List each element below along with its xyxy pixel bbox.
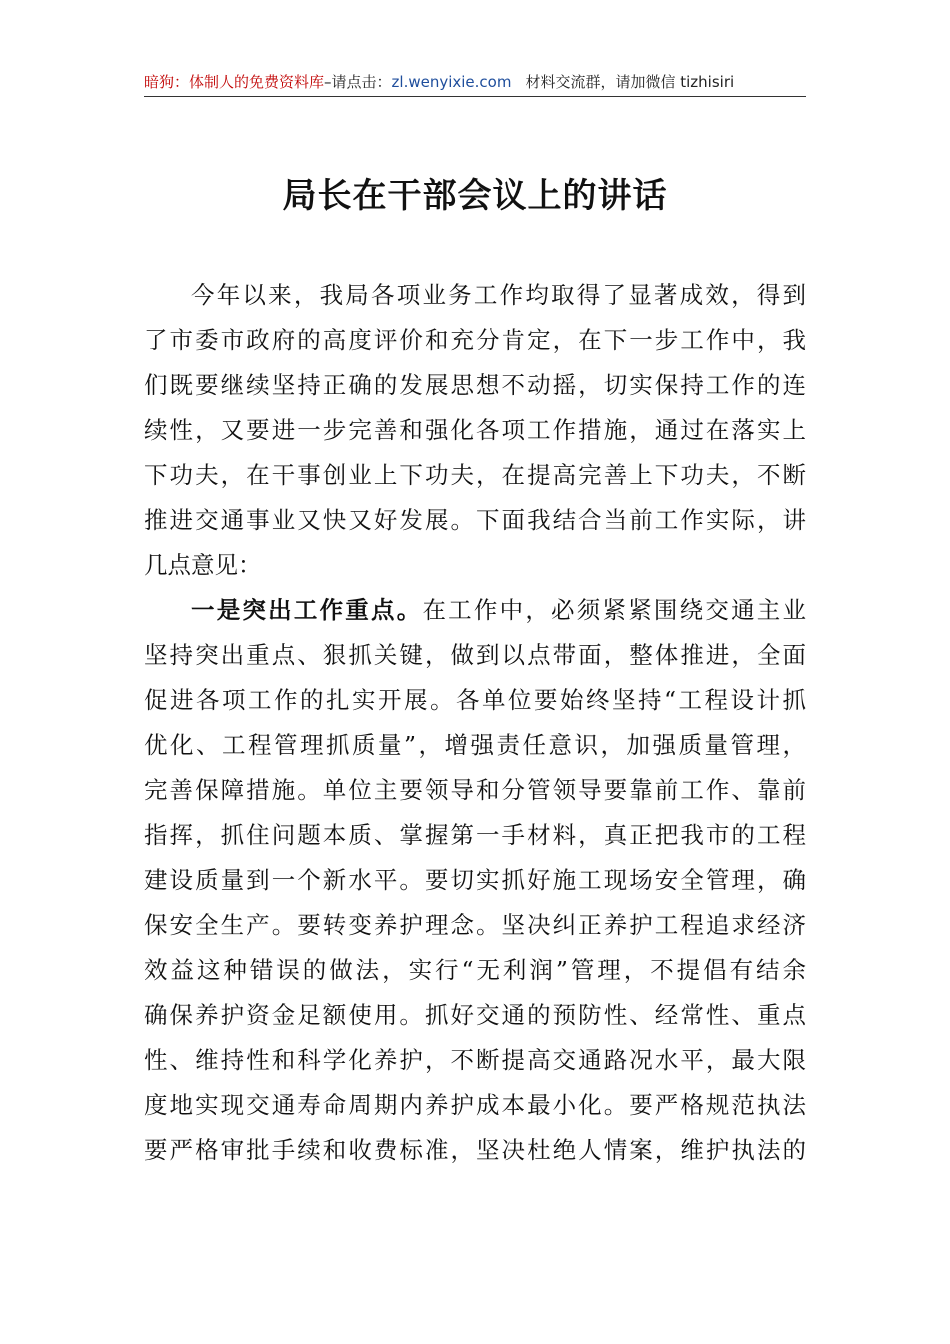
page-header [144, 70, 806, 94]
paragraph-line: 今年以来，我局各项业务工作均取得了显著成效，得到 [191, 281, 806, 309]
paragraph-key-points [144, 588, 806, 1173]
paragraph-line: 性、维持性和科学化养护，不断提高交通路况水平，最大限 [144, 1046, 806, 1074]
paragraph-line: 确保养护资金足额使用。抓好交通的预防性、经常性、重点 [144, 1001, 806, 1029]
paragraph-line: 了市委市政府的高度评价和充分肯定，在下一步工作中，我 [144, 326, 806, 354]
paragraph-line: 下功夫，在干事创业上下功夫，在提高完善上下功夫，不断 [144, 461, 806, 489]
header-site-name: 暗狗：体制人的免费资料库 [144, 73, 325, 91]
header-group-text: 材料交流群，请加微信 tizhisiri [525, 73, 735, 91]
header-click-prompt: –请点击： [324, 73, 392, 91]
header-divider [144, 96, 806, 97]
paragraph-line: 坚持突出重点、狠抓关键，做到以点带面，整体推进，全面 [144, 641, 806, 669]
header-url-link[interactable]: zl.wenyixie.com [391, 73, 512, 91]
paragraph-line: 要严格审批手续和收费标准，坚决杜绝人情案，维护执法的 [144, 1136, 806, 1164]
section-heading: 一是突出工作重点。 [191, 596, 423, 624]
paragraph-line: 效益这种错误的做法，实行“无利润”管理，不提倡有结余 [144, 956, 806, 984]
paragraph-intro [144, 273, 806, 588]
paragraph-line: 们既要继续坚持正确的发展思想不动摇，切实保持工作的连 [144, 371, 806, 399]
paragraph-line: 度地实现交通寿命周期内养护成本最小化。要严格规范执法 [144, 1091, 806, 1119]
paragraph-line: 指挥，抓住问题本质、掌握第一手材料，真正把我市的工程 [144, 821, 806, 849]
paragraph-line-text: 在工作中，必须紧紧围绕交通主业 [422, 596, 807, 624]
document-body [144, 273, 806, 1173]
paragraph-line: 推进交通事业又快又好发展。下面我结合当前工作实际，讲 [144, 506, 806, 534]
document-title: 局长在干部会议上的讲话 [282, 176, 668, 216]
paragraph-line [144, 588, 806, 633]
paragraph-line: 几点意见： [144, 551, 262, 579]
paragraph-line: 建设质量到一个新水平。要切实抓好施工现场安全管理，确 [144, 866, 806, 894]
paragraph-line: 促进各项工作的扎实开展。各单位要始终坚持“工程设计抓 [144, 686, 806, 714]
paragraph-line: 保安全生产。要转变养护理念。坚决纠正养护工程追求经济 [144, 911, 806, 939]
paragraph-line: 优化、工程管理抓质量”，增强责任意识，加强质量管理， [144, 731, 806, 759]
paragraph-line: 完善保障措施。单位主要领导和分管领导要靠前工作、靠前 [144, 776, 806, 804]
paragraph-line: 续性，又要进一步完善和强化各项工作措施，通过在落实上 [144, 416, 806, 444]
